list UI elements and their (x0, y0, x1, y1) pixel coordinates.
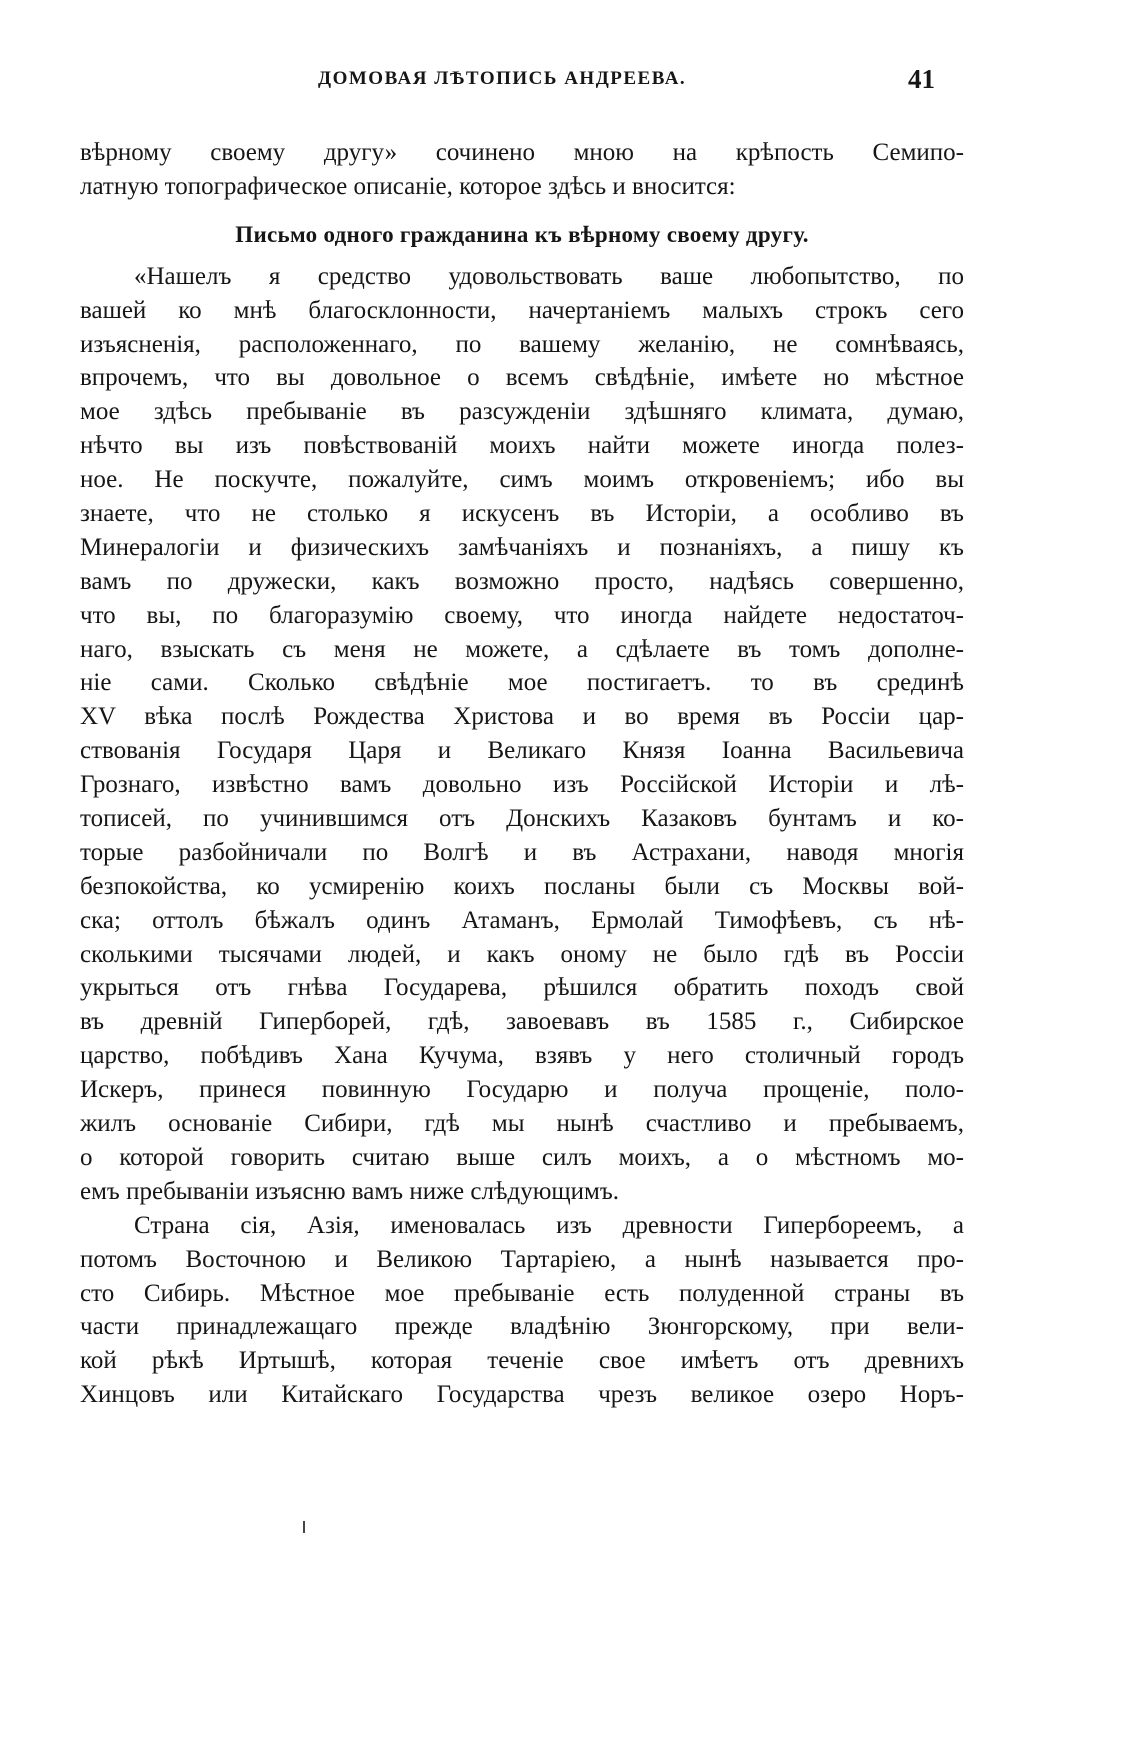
text-line: наго, взыскать съ меня не можете, а сдѣлаете въ томъ дополне- (80, 635, 964, 663)
text-line: Искеръ, принеся повинную Государю и получа прощеніе, поло- (80, 1076, 964, 1104)
text-line: ное. Не поскучте, пожалуйте, симъ моимъ откровеніемъ; ибо вы (80, 466, 964, 494)
text-line: безпокойства, ко усмиренію коихъ посланы были съ Москвы вой- (80, 872, 964, 900)
running-title: ДОМОВАЯ ЛѢТОПИСЬ АНДРЕЕВА. (318, 68, 687, 89)
body-text (80, 136, 964, 1412)
text-line: «Нашелъ я средство удовольствовать ваше любопытство, по (134, 262, 964, 290)
text-line: части принадлежащаго прежде владѣнію Зюнгорскому, при вели- (80, 1313, 964, 1341)
text-line: Минералогіи и физическихъ замѣчаніяхъ и познаніяхъ, а пишу къ (80, 533, 964, 561)
text-line: сколькими тысячами людей, и какъ оному не было гдѣ въ Россіи (80, 940, 964, 968)
text-line: впрочемъ, что вы довольное о всемъ свѣдѣніе, имѣете но мѣстное (80, 364, 964, 392)
letter-heading: Письмо одного гражданина къ вѣрному своему другу. (235, 221, 809, 247)
text-line: жилъ основаніе Сибири, гдѣ мы нынѣ счастливо и пребываемъ, (80, 1110, 964, 1138)
text-line: ніе сами. Сколько свѣдѣніе мое постигаетъ. то въ срединѣ (80, 669, 964, 697)
text-line: царство, побѣдивъ Хана Кучума, взявъ у него столичный городъ (80, 1042, 964, 1070)
text-line: XV вѣка послѣ Рождества Христова и во время въ Россіи цар- (80, 703, 964, 731)
text-line: изъясненія, расположеннаго, по вашему желанію, не сомнѣваясь, (80, 330, 964, 358)
print-speck (303, 1521, 305, 1533)
page-number: 41 (908, 64, 935, 94)
text-line: потомъ Восточною и Великою Тартаріею, а нынѣ называется про- (80, 1245, 964, 1273)
text-line: тописей, по учинившимся отъ Донскихъ Казаковъ бунтамъ и ко- (80, 805, 964, 833)
text-line: укрыться отъ гнѣва Государева, рѣшился обратить походъ свой (80, 974, 964, 1002)
running-head (0, 64, 1140, 98)
text-line: вамъ по дружески, какъ возможно просто, надѣясь совершенно, (80, 567, 964, 595)
text-line: знаете, что не столько я искусенъ въ Исторіи, а особливо въ (80, 500, 964, 528)
text-line: емъ пребываніи изъясню вамъ ниже слѣдующимъ. (80, 1177, 620, 1205)
text-line: мое здѣсь пребываніе въ разсужденіи здѣшняго климата, думаю, (80, 398, 964, 426)
text-line: о которой говорить считаю выше силъ моихъ, а о мѣстномъ мо- (80, 1143, 964, 1171)
text-line: нѣчто вы изъ повѣствованій моихъ найти можете иногда полез- (80, 432, 964, 460)
text-line: ствованія Государя Царя и Великаго Князя Іоанна Васильевича (80, 737, 964, 765)
text-line: Хинцовъ или Китайскаго Государства чрезъ великое озеро Норъ- (80, 1381, 964, 1409)
text-line: Грознаго, извѣстно вамъ довольно изъ Россійской Исторіи и лѣ- (80, 771, 964, 799)
text-line: сто Сибирь. Мѣстное мое пребываніе есть полуденной страны въ (80, 1279, 964, 1307)
text-line: вашей ко мнѣ благосклонности, начертаніемъ малыхъ строкъ сего (80, 296, 964, 324)
text-line: вѣрному своему другу» сочинено мною на крѣпость Семипо- (80, 139, 964, 166)
text-line: латную топографическое описаніе, которое здѣсь и вносится: (80, 172, 736, 200)
text-line: кой рѣкѣ Иртышѣ, которая теченіе свое имѣетъ отъ древнихъ (80, 1347, 964, 1375)
text-line: въ древній Гиперборей, гдѣ, завоевавъ въ 1585 г., Сибирское (80, 1008, 964, 1036)
text-line: Страна сія, Азія, именовалась изъ древности Гипербореемъ, а (134, 1211, 964, 1239)
text-line: что вы, по благоразумію своему, что иногда найдете недостаточ- (80, 601, 964, 629)
text-line: торые разбойничали по Волгѣ и въ Астрахани, наводя многія (80, 838, 964, 866)
text-line: ска; оттолъ бѣжалъ одинъ Атаманъ, Ермолай Тимофѣевъ, съ нѣ- (80, 906, 964, 934)
